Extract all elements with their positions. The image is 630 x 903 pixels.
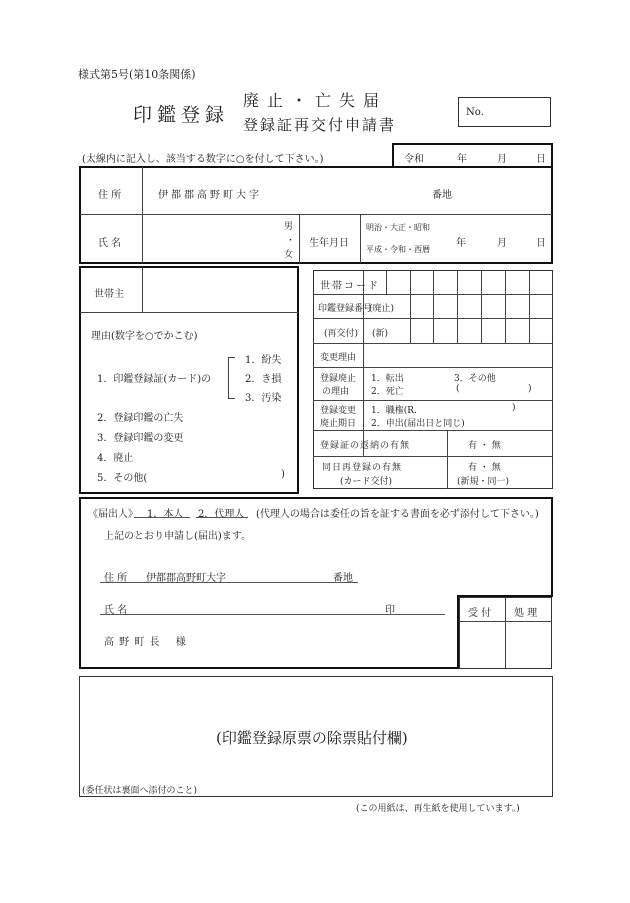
mayor-address: 高 野 町 長 様	[104, 637, 187, 648]
return-value[interactable]: 有 ・ 無	[468, 441, 501, 451]
change-date-opt-2[interactable]: 2．申出(届出日と同じ)	[371, 419, 465, 429]
reissue-label: (再交付)	[324, 329, 359, 339]
abolish-reason-l1: 登録廃止	[320, 374, 357, 384]
same-day-l2: (カード交付)	[340, 477, 393, 487]
birth-eras1[interactable]: 明治・大正・昭和	[366, 223, 430, 232]
applicant-note: (代理人の場合は委任の旨を証する書面を必ず添付して下さい。)	[256, 509, 539, 520]
reg-number-haishi: (廃止)	[369, 304, 395, 314]
no-label: No.	[466, 107, 484, 118]
title-main: 印鑑登録	[133, 104, 230, 126]
change-date-l2: 廃止期日	[320, 419, 357, 429]
return-label: 登録証の返納の有無	[320, 441, 411, 451]
date-year: 年	[457, 154, 467, 165]
title-line2: 登録証再交付申請書	[243, 116, 397, 134]
applicant-info-frame	[79, 166, 553, 264]
seal-mark: 印	[385, 605, 395, 616]
applicant-address-value[interactable]: 伊都郡高野町大字	[146, 573, 226, 584]
abolish-reason-l2: の理由	[322, 387, 350, 397]
applicant-opt-agent[interactable]: 2．代理人	[198, 509, 245, 520]
instruction: (太線内に記入し、該当する数字に○を付して下さい。)	[82, 154, 324, 165]
reason-sub-1[interactable]: 1．紛失	[245, 355, 282, 366]
reason-sub-2[interactable]: 2．き損	[245, 374, 282, 385]
gender-female[interactable]: 女	[284, 250, 294, 260]
form-number: 様式第5号(第10条関係)	[78, 68, 196, 81]
reason-item-3[interactable]: 3．登録印鑑の変更	[97, 433, 184, 444]
household-code-label: 世帯コード	[320, 281, 380, 292]
change-reason-label: 変更理由	[320, 353, 357, 363]
abolish-paren-close: )	[528, 384, 532, 394]
reason-item-5[interactable]: 5．その他(	[97, 473, 148, 484]
reg-number-label: 印鑑登録番号	[318, 304, 373, 314]
name-label: 氏 名	[98, 238, 122, 249]
same-day-v2[interactable]: (新規・同一)	[457, 477, 510, 487]
reason-item-2[interactable]: 2．登録印鑑の亡失	[97, 413, 184, 424]
gender-male[interactable]: 男	[284, 222, 294, 232]
no-box[interactable]	[458, 97, 551, 127]
recycled-paper-note: (この用紙は、再生紙を使用しています。)	[356, 804, 520, 814]
applicant-opt-self[interactable]: 1．本人	[147, 509, 184, 520]
delegation-note: (委任状は裏面へ添付のこと)	[82, 786, 198, 796]
change-date-opt-1[interactable]: 1．職権(R.	[371, 406, 417, 416]
receipt-label: 受 付	[468, 608, 492, 619]
reason-item-1[interactable]: 1．印鑑登録証(カード)の	[97, 374, 212, 385]
birth-day: 日	[536, 238, 546, 249]
change-date-opt-1-close: )	[512, 403, 516, 413]
gender-dot: ・	[286, 236, 296, 246]
paste-area-label: (印鑑登録原票の除票貼付欄)	[216, 729, 408, 747]
address-suffix: 番地	[432, 190, 452, 201]
birth-month: 月	[497, 238, 507, 249]
date-month: 月	[497, 154, 507, 165]
declaration: 上記のとおり申請し(届出)ます。	[104, 531, 252, 542]
abolish-paren-open: (	[456, 384, 460, 394]
abolish-opt-3[interactable]: 3．その他	[454, 374, 496, 384]
abolish-opt-1[interactable]: 1．転出	[371, 374, 404, 384]
change-date-l1: 登録変更	[320, 406, 357, 416]
date-era: 令和	[404, 154, 424, 165]
applicant-address-label: 住 所	[104, 573, 128, 584]
address-label: 住 所	[98, 190, 122, 201]
same-day-l1: 同日再登録の有無	[322, 463, 403, 473]
household-head-label: 世帯主	[94, 289, 124, 300]
reason-item-5-close: )	[281, 469, 285, 480]
address-value[interactable]: 伊都郡高野町大字	[158, 190, 262, 201]
title-line1: 廃止・亡失届	[243, 91, 388, 110]
birth-year: 年	[456, 238, 466, 249]
reason-item-4[interactable]: 4．廃止	[97, 453, 134, 464]
applicant-name-label: 氏 名	[104, 605, 128, 616]
reissue-shin: (新)	[372, 329, 389, 339]
reason-bracket	[228, 357, 235, 399]
applicant-label: 《届出人》	[88, 509, 138, 520]
abolish-opt-2[interactable]: 2．死亡	[371, 387, 404, 397]
applicant-address-suffix: 番地	[333, 573, 353, 584]
paste-area	[79, 676, 553, 797]
reason-sub-3[interactable]: 3．汚染	[245, 393, 282, 404]
same-day-v1[interactable]: 有 ・ 無	[468, 463, 501, 473]
birth-label: 生年月日	[309, 238, 349, 249]
reason-title: 理由(数字を○でかこむ)	[91, 331, 198, 342]
birth-eras2[interactable]: 平成・令和・西暦	[366, 245, 430, 254]
date-day: 日	[536, 154, 546, 165]
process-label: 処 理	[514, 608, 538, 619]
